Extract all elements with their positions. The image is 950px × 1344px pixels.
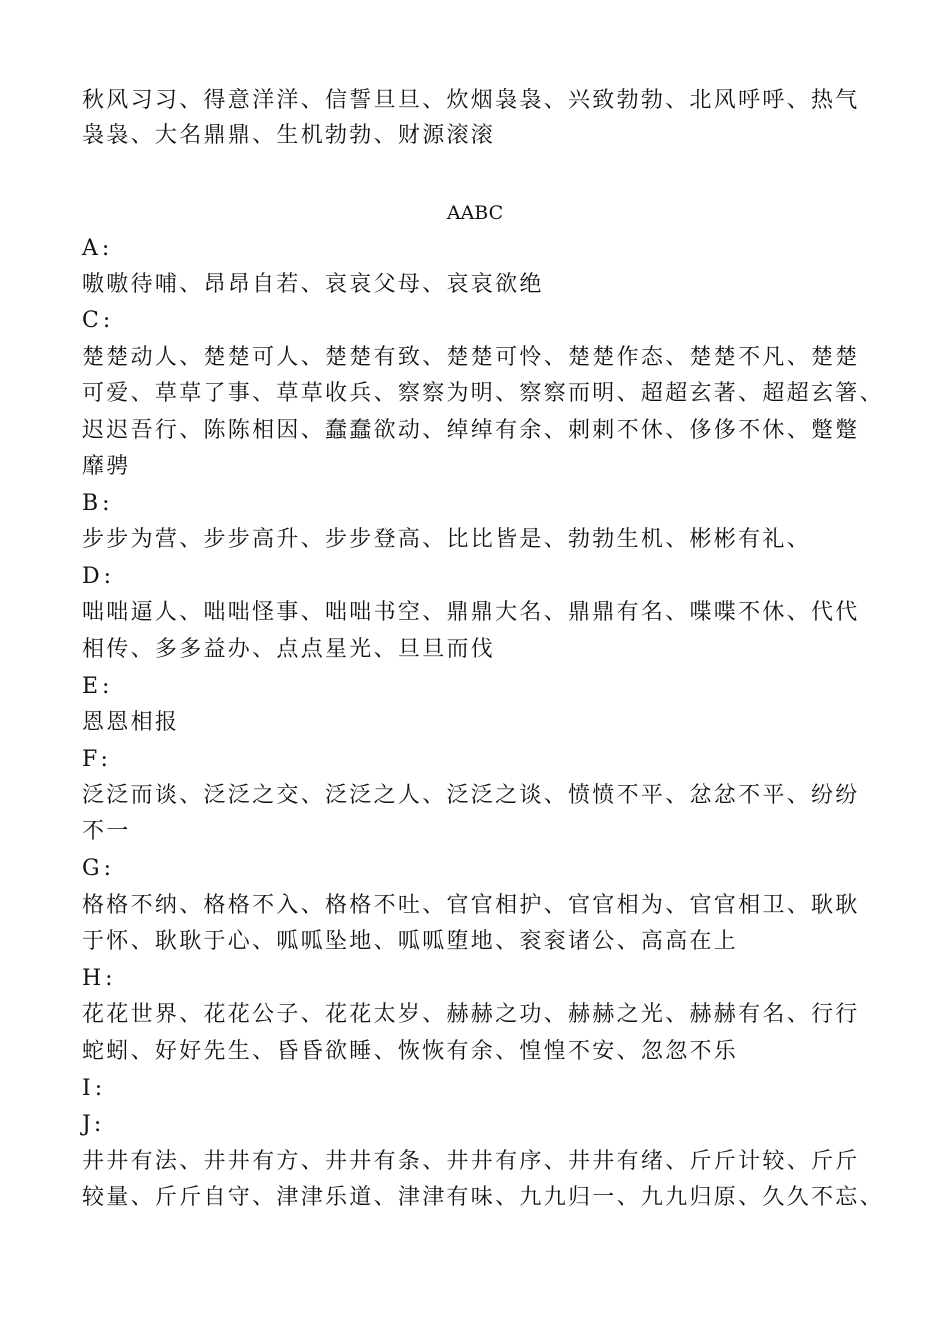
section-f-line: 泛泛而谈、泛泛之交、泛泛之人、泛泛之谈、愤愤不平、忿忿不平、纷纷 bbox=[82, 783, 860, 808]
section-c-line: 迟迟吾行、陈陈相因、蠢蠢欲动、绰绰有余、刺刺不休、侈侈不休、蹩蹩 bbox=[82, 418, 860, 443]
section-label-f: F: bbox=[82, 747, 112, 772]
intro-line-2: 袅袅、大名鼎鼎、生机勃勃、财源滚滚 bbox=[82, 123, 496, 148]
section-e-line: 恩恩相报 bbox=[82, 710, 180, 735]
section-label-a: A: bbox=[82, 236, 114, 261]
section-d-line: 咄咄逼人、咄咄怪事、咄咄书空、鼎鼎大名、鼎鼎有名、喋喋不休、代代 bbox=[82, 600, 860, 625]
section-g-line: 格格不纳、格格不入、格格不吐、官官相护、官官相为、官官相卫、耿耿 bbox=[82, 893, 860, 918]
section-label-b: B: bbox=[82, 491, 114, 516]
intro-line-1: 秋风习习、得意洋洋、信誓旦旦、炊烟袅袅、兴致勃勃、北风呼呼、热气 bbox=[82, 88, 860, 113]
section-a-line: 嗷嗷待哺、昂昂自若、哀哀父母、哀哀欲绝 bbox=[82, 272, 544, 297]
section-h-line: 花花世界、花花公子、花花太岁、赫赫之功、赫赫之光、赫赫有名、行行 bbox=[82, 1002, 860, 1027]
section-label-g: G: bbox=[82, 856, 115, 881]
section-c-line: 靡骋 bbox=[82, 454, 131, 479]
section-label-h: H: bbox=[82, 966, 117, 991]
section-label-e: E: bbox=[82, 674, 114, 699]
section-j-line: 较量、斤斤自守、津津乐道、津津有味、九九归一、九九归原、久久不忘、 bbox=[82, 1185, 884, 1210]
section-c-line: 可爱、草草了事、草草收兵、察察为明、察察而明、超超玄著、超超玄箸、 bbox=[82, 381, 884, 406]
section-c-line: 楚楚动人、楚楚可人、楚楚有致、楚楚可怜、楚楚作态、楚楚不凡、楚楚 bbox=[82, 345, 860, 370]
section-d-line: 相传、多多益办、点点星光、旦旦而伐 bbox=[82, 637, 496, 662]
section-h-line: 蛇蚓、好好先生、昏昏欲睡、恢恢有余、惶惶不安、忽忽不乐 bbox=[82, 1039, 739, 1064]
section-label-c: C: bbox=[82, 308, 115, 333]
section-label-d: D: bbox=[82, 564, 116, 589]
section-j-line: 井井有法、井井有方、井井有条、井井有序、井井有绪、斤斤计较、斤斤 bbox=[82, 1149, 860, 1174]
section-f-line: 不一 bbox=[82, 819, 131, 844]
section-b-line: 步步为营、步步高升、步步登高、比比皆是、勃勃生机、彬彬有礼、 bbox=[82, 527, 812, 552]
section-label-i: I: bbox=[82, 1076, 107, 1101]
section-g-line: 于怀、耿耿于心、呱呱坠地、呱呱堕地、衮衮诸公、高高在上 bbox=[82, 929, 739, 954]
section-label-j: J: bbox=[82, 1112, 106, 1137]
section-heading: AABC bbox=[446, 202, 504, 224]
